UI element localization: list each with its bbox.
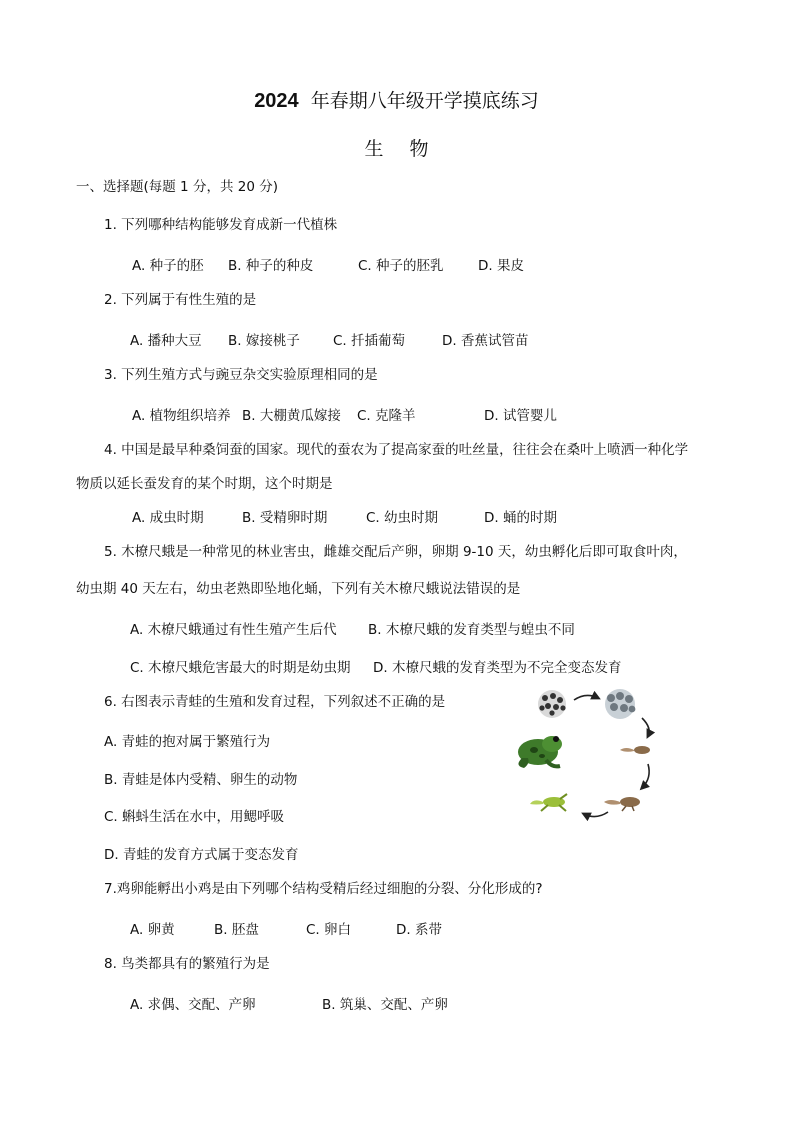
question-6-option-b: B. 青蛙是体内受精、卵生的动物: [104, 772, 298, 788]
title-year: 2024: [254, 90, 299, 112]
question-7-option-a: A. 卵黄: [130, 922, 175, 938]
question-7-option-b: B. 胚盘: [214, 922, 259, 938]
question-6-option-d: D. 青蛙的发育方式属于变态发育: [104, 847, 299, 863]
question-1-option-a: A. 种子的胚: [132, 258, 204, 274]
question-4-option-a: A. 成虫时期: [132, 510, 204, 526]
question-2-option-b: B. 嫁接桃子: [228, 333, 300, 349]
question-7-stem: 7.鸡卵能孵出小鸡是由下列哪个结构受精后经过细胞的分裂、分化形成的?: [104, 881, 543, 897]
question-3-option-c: C. 克隆羊: [357, 408, 416, 424]
question-5-option-d: D. 木橑尺蛾的发育类型为不完全变态发育: [373, 660, 622, 676]
tadpole-icon: [620, 746, 650, 754]
page-title: [0, 86, 793, 113]
question-6-stem: 6. 右图表示青蛙的生殖和发育过程，下列叙述不正确的是: [104, 694, 446, 710]
question-5-option-c: C. 木橑尺蛾危害最大的时期是幼虫期: [130, 660, 351, 676]
question-6-option-a: A. 青蛙的抱对属于繁殖行为: [104, 734, 271, 750]
question-7-option-c: C. 卵白: [306, 922, 352, 938]
frog-life-cycle-figure: [512, 684, 662, 824]
question-5-option-a: A. 木橑尺蛾通过有性生殖产生后代: [130, 622, 337, 638]
question-4-stem-line2: 物质以延长蚕发育的某个时期，这个时期是: [76, 476, 333, 492]
froglet-icon: [530, 794, 567, 811]
cycle-arrow-3: [642, 764, 649, 788]
question-5-option-b: B. 木橑尺蛾的发育类型与蝗虫不同: [368, 622, 575, 638]
tadpole-with-legs-icon: [604, 797, 640, 811]
section-heading: 一、选择题(每题 1 分，共 20 分): [76, 179, 278, 195]
question-2-stem: 2. 下列属于有性生殖的是: [104, 292, 257, 308]
subject-title: 生物: [364, 138, 455, 160]
question-4-option-c: C. 幼虫时期: [366, 510, 439, 526]
question-7-option-d: D. 系带: [396, 922, 442, 938]
question-5-stem-line2: 幼虫期 40 天左右，幼虫老熟即坠地化蛹，下列有关木橑尺蛾说法错误的是: [76, 581, 521, 597]
cycle-arrow-1: [574, 695, 598, 700]
question-3-stem: 3. 下列生殖方式与豌豆杂交实验原理相同的是: [104, 367, 378, 383]
frog-embryo-eggs-icon: [605, 689, 635, 719]
title-text: 年春期八年级开学摸底练习: [310, 90, 539, 112]
adult-frog-icon: [518, 736, 562, 768]
question-8-option-b: B. 筑巢、交配、产卵: [322, 997, 448, 1013]
question-1-option-c: C. 种子的胚乳: [358, 258, 444, 274]
question-1-option-b: B. 种子的种皮: [228, 258, 314, 274]
question-3-option-b: B. 大棚黄瓜嫁接: [242, 408, 341, 424]
question-2-option-a: A. 播种大豆: [130, 333, 202, 349]
question-1-stem: 1. 下列哪种结构能够发育成新一代植株: [104, 217, 338, 233]
question-3-option-a: A. 植物组织培养: [132, 408, 231, 424]
question-4-stem-line1: 4. 中国是最早种桑饲蚕的国家。现代的蚕农为了提高家蚕的吐丝量，往往会在桑叶上喷洒一种化学: [104, 442, 689, 458]
question-3-option-d: D. 试管婴儿: [484, 408, 557, 424]
cycle-arrow-2: [642, 718, 649, 736]
question-5-stem-line1: 5. 木橑尺蛾是一种常见的林业害虫，雌雄交配后产卵，卵期 9-10 天，幼虫孵化后即可取食叶肉，: [104, 544, 687, 560]
cycle-arrow-4: [584, 812, 608, 817]
question-8-option-a: A. 求偶、交配、产卵: [130, 997, 256, 1013]
question-8-stem: 8. 鸟类都具有的繁殖行为是: [104, 956, 270, 972]
question-2-option-d: D. 香蕉试管苗: [442, 333, 529, 349]
question-4-option-d: D. 蛹的时期: [484, 510, 557, 526]
question-2-option-c: C. 扦插葡萄: [333, 333, 406, 349]
question-6-option-c: C. 蝌蚪生活在水中，用鳃呼吸: [104, 809, 285, 825]
question-1-option-d: D. 果皮: [478, 258, 524, 274]
question-4-option-b: B. 受精卵时期: [242, 510, 328, 526]
frog-eggs-icon: [538, 690, 566, 718]
